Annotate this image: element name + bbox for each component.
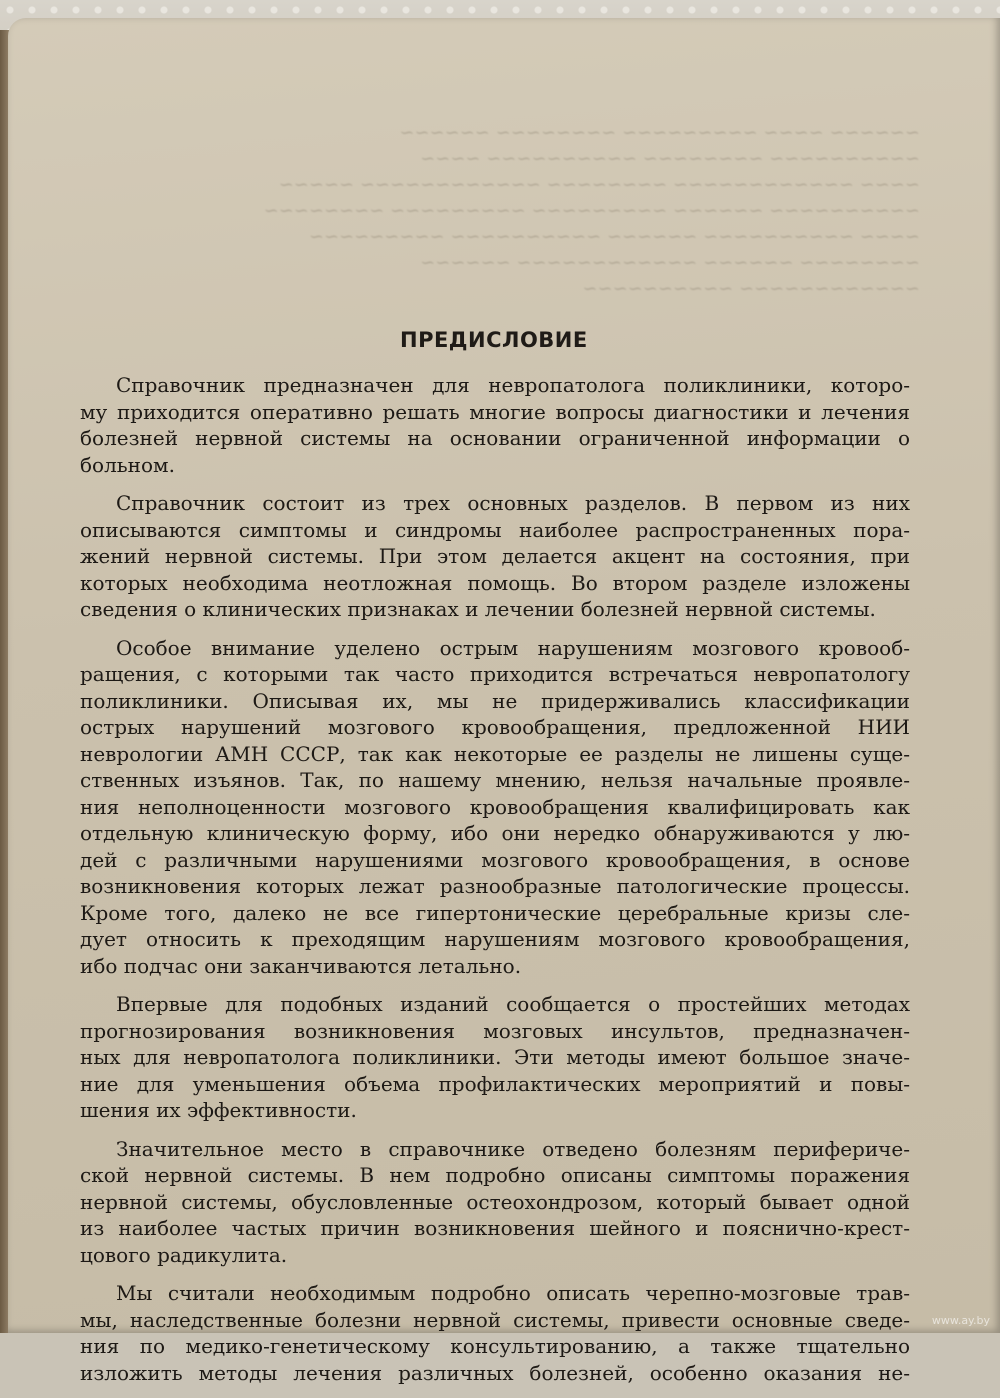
text-line: ской нервной системы. В нем подробно описаны симптомы поражения	[80, 1163, 910, 1187]
paragraph	[80, 991, 910, 1124]
text-line: Особое внимание уделено острым нарушениям мозгового кровооб-	[116, 635, 910, 660]
text-line: Значительное место в справочнике отведено болезням перифериче-	[116, 1136, 910, 1161]
paragraph	[80, 372, 910, 478]
text-line: шения их эффективности.	[80, 1098, 357, 1122]
text-line: ибо подчас они заканчиваются летально.	[80, 953, 522, 978]
text-line: сведения о клинических признаках и лечении болезней нервной системы.	[80, 597, 876, 621]
text-line: дей с различными нарушениями мозгового кровообращения, в основе	[80, 847, 910, 872]
text-line: Справочник состоит из трех основных разделов. В первом из них	[116, 491, 910, 515]
text-line: цового радикулита.	[80, 1242, 288, 1267]
bleed-through-text: ~~~~~~ ~~~~ ~~~~~~~~~ ~~~~~~~~ ~~~~~~ ~~~~~~~~~~ ~~~~~~~~ ~~~~~~~~~~ ~~~~ ~~~~ ~~~~~~~~~~~~ ~~~~~~~~ ~~~~~~~~~~~~ ~~~~~ ~~~~~~~~~~ ~~~~~~ ~~~~~~~~~ ~~~~~~~~~ ~~~~~~~~ ~~~~ ~~~~~~~~~~ ~~~~~~ ~~~~~~~~~~ ~~~~~~~~~ ~~~~~~~~ ~~~~~~ ~~~~~~~~~~~~ ~~~~~~ ~~~~~~~~~~~~ ~~~~~~~~~~	[263, 122, 920, 299]
text-line: жений нервной системы. При этом делается акцент на состояния, при	[80, 544, 910, 568]
watermark: www.ay.by	[931, 1314, 990, 1327]
text-line: отдельную клиническую форму, ибо они нередко обнаруживаются у лю-	[80, 821, 910, 845]
text-line: которых необходима неотложная помощь. Во втором разделе изложены	[80, 570, 910, 595]
text-line: прогнозирования возникновения мозговых инсультов, предназначен-	[80, 1018, 910, 1043]
text-line: острых нарушений мозгового кровообращения, предложенной НИИ	[80, 715, 910, 739]
paragraph	[80, 490, 910, 623]
text-line: неврологии АМН СССР, так как некоторые ее разделы не лишены суще-	[80, 741, 910, 766]
text-line: описываются симптомы и синдромы наиболее распространенных пора-	[80, 517, 910, 542]
text-line: нервной системы, обусловленные остеохондрозом, который бывает одной	[80, 1189, 910, 1214]
text-line: Справочник предназначен для невропатолога поликлиники, которо-	[116, 373, 910, 397]
text-line: ных для невропатолога поликлиники. Эти методы имеют большое значе-	[80, 1045, 910, 1069]
text-line: му приходится оперативно решать многие вопросы диагностики и лечения	[80, 399, 910, 424]
text-line: ния неполноценности мозгового кровообращения квалифицировать как	[80, 794, 910, 819]
text-line: больном.	[80, 452, 175, 477]
text-line: изложить методы лечения различных болезней, особенно оказания не-	[80, 1360, 910, 1385]
paragraph	[80, 635, 910, 980]
text-line: дует относить к преходящим нарушениям мозгового кровообращения,	[80, 927, 910, 951]
text-line: мы, наследственные болезни нервной системы, привести основные сведе-	[80, 1307, 910, 1332]
text-line: ращения, с которыми так часто приходится встречаться невропатологу	[80, 662, 910, 686]
text-line: Впервые для подобных изданий сообщается о простейших методах	[116, 992, 910, 1016]
text-line: возникновения которых лежат разнообразные патологические процессы.	[80, 874, 910, 898]
text-line: ственных изъянов. Так, по нашему мнению, нельзя начальные проявле-	[80, 768, 910, 792]
text-line: из наиболее частых причин возникновения шейного и пояснично-крест-	[80, 1216, 910, 1240]
text-line: поликлиники. Описывая их, мы не придерживались классификации	[80, 688, 910, 713]
text-line: Кроме того, далеко не все гипертонические церебральные кризы сле-	[80, 900, 910, 925]
paragraph	[80, 1280, 910, 1386]
text-line: Мы считали необходимым подробно описать черепно-мозговые трав-	[116, 1281, 910, 1305]
text-line: ние для уменьшения объема профилактических мероприятий и повы-	[80, 1071, 910, 1096]
text-line: болезней нервной системы на основании ограниченной информации о	[80, 426, 910, 450]
body-text	[80, 372, 910, 1398]
paragraph	[80, 1136, 910, 1269]
page-heading: ПРЕДИСЛОВИЕ	[400, 328, 588, 352]
text-line: ния по медико-генетическому консультированию, а также тщательно	[80, 1334, 910, 1358]
